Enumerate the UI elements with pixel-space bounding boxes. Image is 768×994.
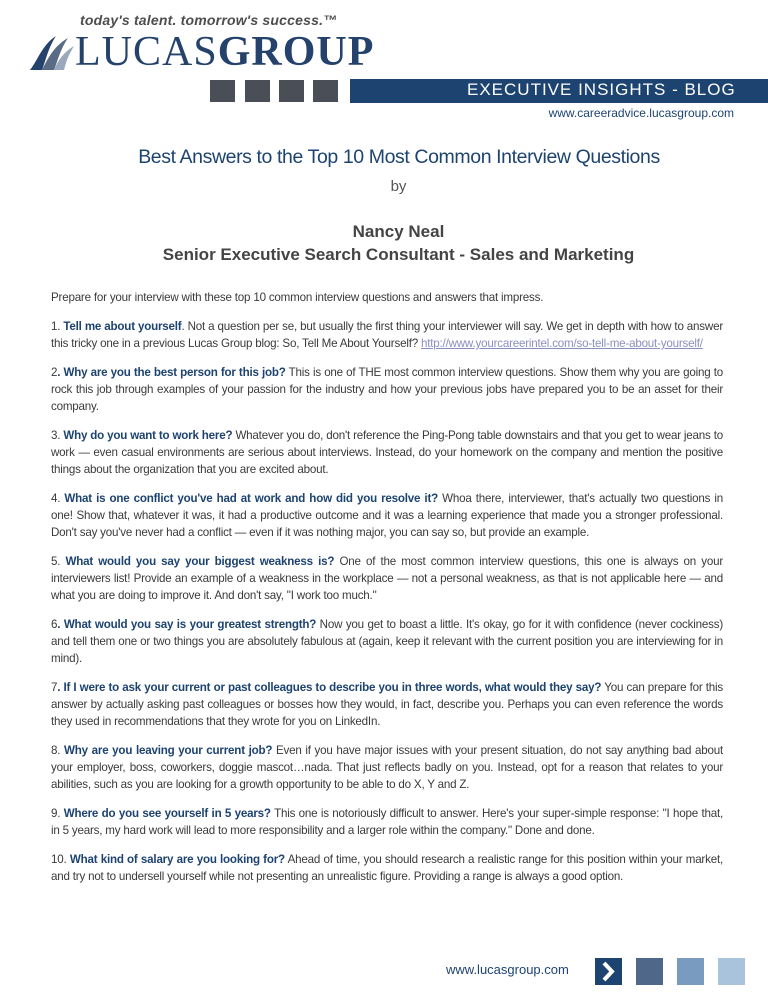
item-answer: Whoa there, interviewer, that's actually two questions in one! Show that, whatever it was, it had a productive outcome and it was a learning experience that made you a stronger professional. Don't say you've never had a conflict — even if it was nothing major, you can say so, but provide an example. — [51, 492, 723, 539]
item-number: 8. — [51, 744, 65, 757]
footer-url[interactable]: www.lucasgroup.com — [446, 962, 569, 977]
item-number: 6 — [51, 618, 58, 631]
item-answer: You can prepare for this answer by actually asking past colleagues or bosses how they would, in fact, describe you. Perhaps you can even reference the words they used in recommendations that they wrote for you on LinkedIn. — [51, 681, 723, 728]
item-number: 4. — [51, 492, 65, 505]
list-item — [51, 742, 723, 793]
article-title: Best Answers to the Top 10 Most Common Interview Questions — [138, 146, 660, 168]
header-square — [210, 80, 235, 102]
author-role: Senior Executive Search Consultant - Sales and Marketing — [162, 245, 635, 264]
item-question: . If I were to ask your current or past colleagues to describe you in three words, what would they say? — [57, 681, 602, 694]
item-answer: . Not a question per se, but usually the first thing your interviewer will say. We get in depth with how to answer this tricky one in a previous Lucas Group blog: So, Tell Me About Yourself? — [51, 320, 723, 350]
header-square — [279, 80, 304, 102]
list-item — [51, 364, 723, 415]
brand-part1: LUCAS — [75, 29, 218, 75]
brand-name — [75, 29, 375, 75]
item-answer: Ahead of time, you should research a realistic range for this position within your market, and try not to undersell yourself while not presenting an unrealistic figure. Providing a range is always a good option. — [51, 853, 723, 883]
header-square — [245, 80, 270, 102]
banner-title: EXECUTIVE INSIGHTS - BLOG — [467, 80, 736, 99]
footer-chevron-box — [595, 958, 622, 985]
author-name: Nancy Neal — [352, 222, 445, 241]
item-question: Why do you want to work here? — [63, 429, 233, 442]
chevron-right-icon — [595, 958, 622, 985]
item-number: 9. — [51, 807, 64, 820]
footer-square — [718, 958, 745, 985]
item-question: What is one conflict you've had at work and how did you resolve it? — [64, 492, 438, 505]
item-number: 10. — [51, 853, 70, 866]
item-question: What would you say your biggest weakness is? — [65, 555, 335, 568]
list-item — [51, 805, 723, 839]
item-answer: Now you get to boast a little. It's okay, go for it with confidence (never cockiness) and tell them one or two things you are absolutely fabulous at (again, keep it relevant with the current position you are interviewing for in mind). — [51, 618, 723, 665]
item-answer: This one is notoriously difficult to answer. Here's your super-simple response: "I hope that, in 5 years, my hard work will lead to more responsibility and a larger role within the company." Done and done. — [51, 807, 724, 837]
article-body — [51, 289, 723, 897]
item-answer: One of the most common interview questions, this one is always on your interviewers list! Provide an example of a weakness in the workplace — not a personal weakness, as that is not applicable here — and what you are doing to improve it. And don't say, "I work too much." — [51, 555, 723, 602]
list-item — [51, 851, 723, 885]
item-question: What kind of salary are you looking for? — [69, 853, 285, 866]
item-question: . What would you say is your greatest strength? — [57, 618, 317, 631]
footer-square — [677, 958, 704, 985]
list-item — [51, 616, 723, 667]
list-item — [51, 318, 723, 352]
tagline: today's talent. tomorrow's success.™ — [80, 12, 338, 28]
item-answer: Whatever you do, don't reference the Ping-Pong table downstairs and that you get to wear jeans to work — even casual environments are serious about interviews. Instead, do your homework on the company and mention the positive things about the organization that you are excited about. — [51, 429, 723, 476]
banner-url[interactable]: www.careeradvice.lucasgroup.com — [548, 106, 734, 120]
intro-paragraph: Prepare for your interview with these top 10 common interview questions and answers that impress. — [51, 291, 544, 304]
item-number: 2 — [51, 366, 58, 379]
logo-wave-icon — [28, 30, 78, 75]
byline-by: by — [390, 178, 407, 195]
item-link[interactable]: http://www.yourcareerintel.com/so-tell-me-about-yourself/ — [420, 337, 703, 350]
list-item — [51, 427, 723, 478]
footer-square — [636, 958, 663, 985]
item-question: . Why are you the best person for this job? — [57, 366, 286, 379]
list-item — [51, 679, 723, 730]
item-number: 5. — [51, 555, 66, 568]
item-question: Tell me about yourself — [63, 320, 182, 333]
list-item — [51, 553, 723, 604]
item-answer: Even if you have major issues with your present situation, do not say anything bad about your employer, boss, coworkers, doggie mascot…nada. That just reflects badly on you. Instead, opt for a reason that relates to your abilities, such as you are looking for a growth opportunity to be able to do X, Y and Z. — [51, 744, 723, 791]
brand-part2: GROUP — [217, 29, 375, 75]
item-number: 3. — [51, 429, 64, 442]
header-square — [313, 80, 338, 102]
list-item — [51, 490, 723, 541]
item-question: Where do you see yourself in 5 years? — [63, 807, 271, 820]
item-question: Why are you leaving your current job? — [64, 744, 273, 757]
item-number: 7 — [51, 681, 58, 694]
item-number: 1. — [51, 320, 64, 333]
item-answer: This is one of THE most common interview questions. Show them why you are going to rock this job through examples of your passion for the industry and how your previous jobs have prepared you to be an asset for their company. — [51, 366, 723, 413]
